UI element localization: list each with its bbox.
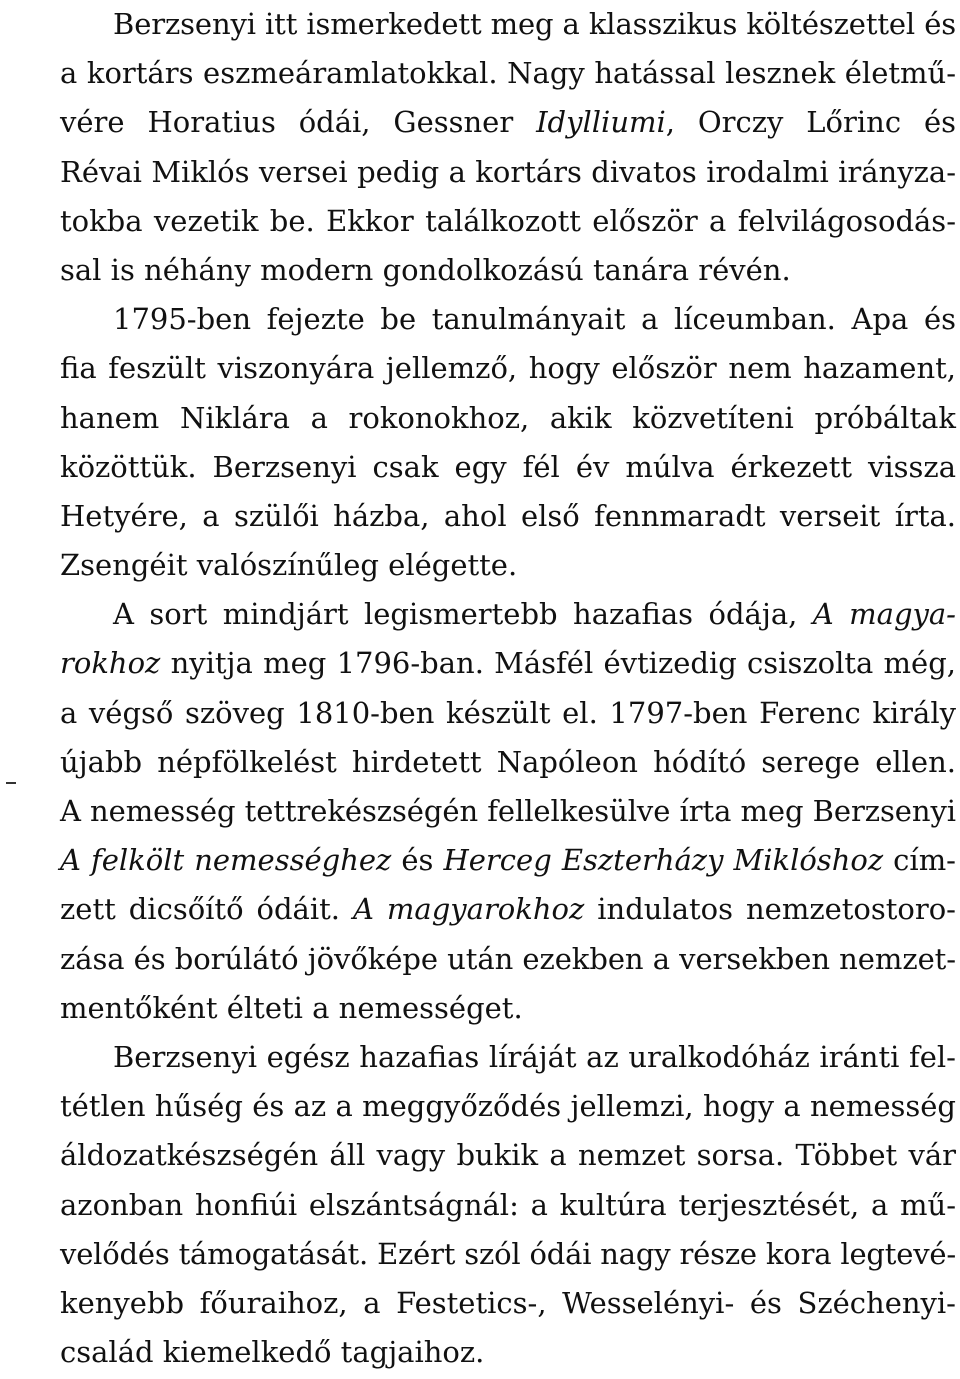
text-line [60,689,956,738]
text-line [60,1033,956,1082]
document-body [60,0,956,1377]
line-text: nyitja meg 1796-ban. Másfél évtizedig csiszolta még, [160,646,956,681]
paragraph [60,295,956,590]
text-line [60,443,956,492]
paragraph [60,1033,956,1377]
text-line [60,1328,956,1377]
italic-title-text: Idylliumi [536,105,666,140]
text-line [60,787,956,836]
text-line [60,1230,956,1279]
text-line [60,590,956,639]
paragraph [60,0,956,295]
line-text: A sort mindjárt legismertebb hazafias ódája, [113,597,813,632]
line-text: Révai Miklós versei pedig a kortárs divatos irodalmi irányza- [60,154,956,189]
line-text: tétlen hűség és az a meggyőződés jellemzi, hogy a nemesség [60,1089,956,1124]
text-line [60,738,956,787]
text-line [60,295,956,344]
line-text: sal is néhány modern gondolkozású tanára révén. [60,252,791,287]
line-text: 1795-ben fejezte be tanulmányait a líceumban. Apa és [113,302,956,337]
line-text: azonban honfiúi elszántságnál: a kultúra terjesztését, a mű- [60,1187,956,1222]
text-line [60,394,956,443]
line-text: Berzsenyi egész hazafias líráját az uralkodóház iránti fel- [113,1039,956,1074]
text-line [60,639,956,688]
text-line [60,49,956,98]
text-line [60,1279,956,1328]
italic-title-text: Herceg Eszterházy Miklóshoz [443,843,884,878]
text-line [60,246,956,295]
line-text: Berzsenyi itt ismerkedett meg a klasszikus költészettel és [113,7,956,41]
line-text: vére Horatius ódái, Gessner [60,105,537,140]
text-line [60,1181,956,1230]
text-line [60,1082,956,1131]
line-text: család kiemelkedő tagjaihoz. [60,1335,485,1370]
line-text: újabb népfölkelést hirdetett Napóleon hódító serege ellen. [60,744,956,779]
line-text: Zsengéit valószínűleg elégette. [60,548,518,583]
line-text: indulatos nemzetostoro- [584,892,956,927]
line-text: Hetyére, a szülői házba, ahol első fennmaradt verseit írta. [60,498,956,533]
text-line [60,935,956,984]
text-line [60,98,956,147]
line-text: hanem Niklára a rokonokhoz, akik közvetíteni próbáltak [60,400,956,435]
italic-title-text: A felkölt nemességhez [60,843,392,878]
line-text: zett dicsőítő ódáit. [60,892,353,927]
margin-mark [6,782,16,784]
line-text: kenyebb főuraihoz, a Festetics-, Wesselényi- és Széchenyi- [60,1285,956,1320]
line-text: zása és borúlátó jövőképe után ezekben a versekben nemzet- [60,941,956,976]
line-text: A nemesség tettrekészségén fellelkesülve írta meg Berzsenyi [60,794,956,828]
line-text: fia feszült viszonyára jellemző, hogy először nem hazament, [60,351,956,386]
text-line [60,492,956,541]
text-line [60,197,956,246]
line-text: a kortárs eszmeáramlatokkal. Nagy hatással lesznek életmű- [60,56,956,91]
line-text: mentőként élteti a nemességet. [60,990,523,1025]
line-text: és [391,843,444,878]
text-line [60,0,956,49]
text-line [60,148,956,197]
line-text: velődés támogatását. Ezért szól ódái nagy része kora legtevé- [60,1236,957,1271]
italic-title-text: A magya- [812,597,956,632]
text-line [60,541,956,590]
line-text: közöttük. Berzsenyi csak egy fél év múlva érkezett vissza [60,449,956,484]
text-line [60,836,956,885]
line-text: tokba vezetik be. Ekkor találkozott először a felvilágosodás- [60,203,956,238]
line-text: áldozatkészségén áll vagy bukik a nemzet sorsa. Többet vár [60,1138,956,1173]
line-text: cím- [883,843,956,878]
text-line [60,1131,956,1180]
paragraph [60,590,956,1033]
line-text: a végső szöveg 1810-ben készült el. 1797-ben Ferenc király [60,695,956,730]
line-text: , Orczy Lőrinc és [665,105,957,140]
italic-title-text: A magyarokhoz [352,892,585,927]
italic-title-text: rokhoz [60,646,161,681]
text-line [60,885,956,934]
text-line [60,984,956,1033]
text-line [60,344,956,393]
